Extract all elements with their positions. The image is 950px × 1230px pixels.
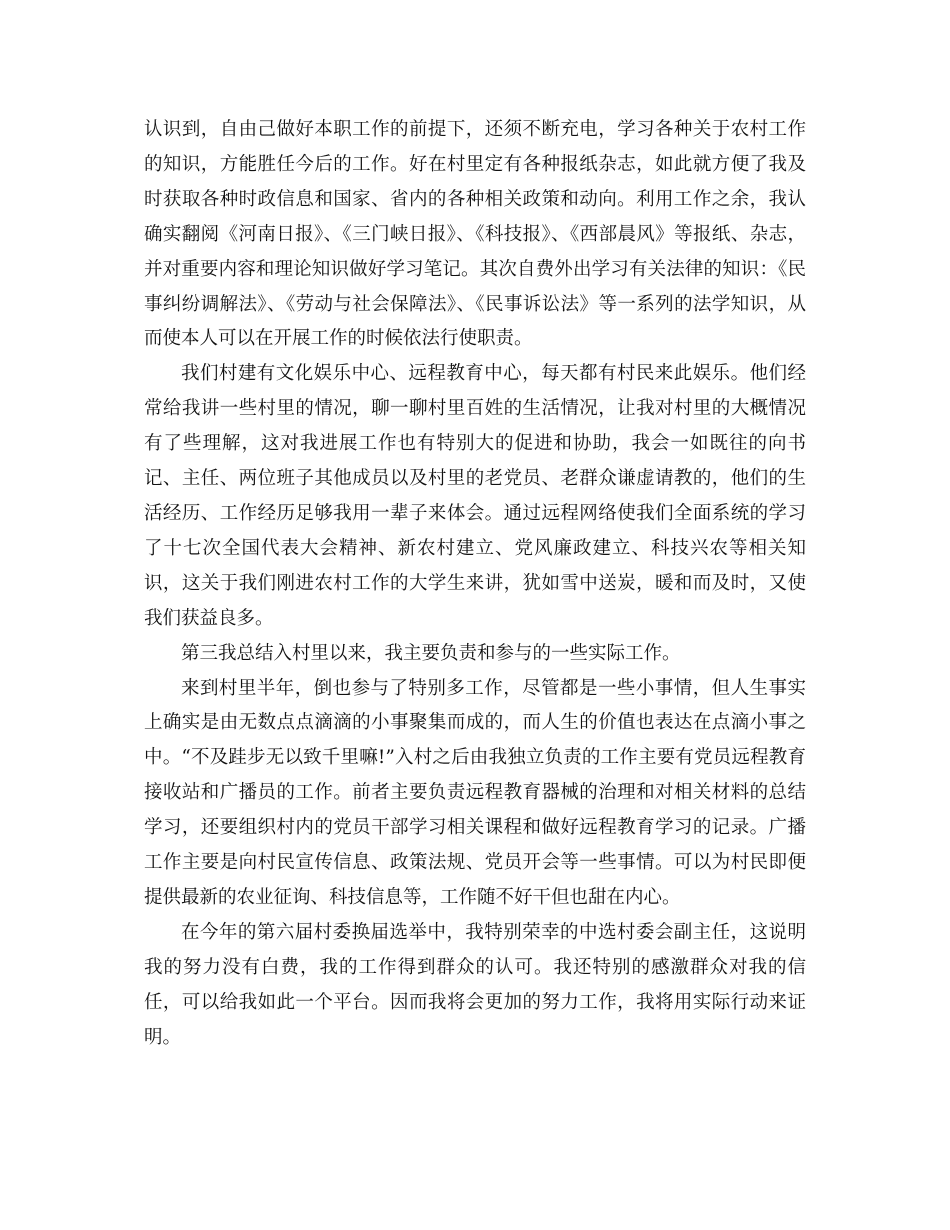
- paragraph-village-center: 我们村建有文化娱乐中心、远程教育中心，每天都有村民来此娱乐。他们经常给我讲一些村里的情况，聊一聊村里百姓的生活情况，让我对村里的大概情况有了些理解，这对我进展工作也有特别大的促进和协助，我会一如既往的向书记、主任、两位班子其他成员以及村里的老党员、老群众谦虚请教的，他们的生活经历、工作经历足够我用一辈子来体会。通过远程网络使我们全面系统的学习了十七次全国代表大会精神、新农村建立、党风廉政建立、科技兴农等相关知识，这关于我们刚进农村工作的大学生来讲，犹如雪中送炭，暖和而及时，又使我们获益良多。: [144, 363, 806, 629]
- paragraph-work-summary-heading: 第三我总结入村里以来，我主要负责和参与的一些实际工作。: [181, 642, 681, 664]
- paragraph-self-study: 认识到，自由己做好本职工作的前提下，还须不断充电，学习各种关于农村工作的知识，方能胜任今后的工作。好在村里定有各种报纸杂志，如此就方便了我及时获取各种时政信息和国家、省内的各种相关政策和动向。利用工作之余，我认确实翻阅《河南日报》、《三门峡日报》、《科技报》、《西部晨风》等报纸、杂志，并对重要内容和理论知识做好学习笔记。其次自费外出学习有关法律的知识：《民事纠纷调解法》、《劳动与社会保障法》、《民事诉讼法》等一系列的法学知识，从而使本人可以在开展工作的时候依法行使职责。: [144, 119, 806, 350]
- paragraph-work-details: 来到村里半年，倒也参与了特别多工作，尽管都是一些小事情，但人生事实上确实是由无数点点滴滴的小事聚集而成的，而人生的价值也表达在点滴小事之中。“不及跬步无以致千里嘛!”入村之后由我独立负责的工作主要有党员远程教育接收站和广播员的工作。前者主要负责远程教育器械的治理和对相关材料的总结学习，还要组织村内的党员干部学习相关课程和做好远程教育学习的记录。广播工作主要是向村民宣传信息、政策法规、党员开会等一些事情。可以为村民即便提供最新的农业征询、科技信息等，工作随不好干但也甜在内心。: [144, 677, 806, 908]
- document-body: [144, 113, 806, 1055]
- paragraph-election: 在今年的第六届村委换届选举中，我特别荣幸的中选村委会副主任，这说明我的努力没有白费，我的工作得到群众的认可。我还特别的感激群众对我的信任，可以给我如此一个平台。因而我将会更加的努力工作，我将用实际行动来证明。: [144, 921, 806, 1048]
